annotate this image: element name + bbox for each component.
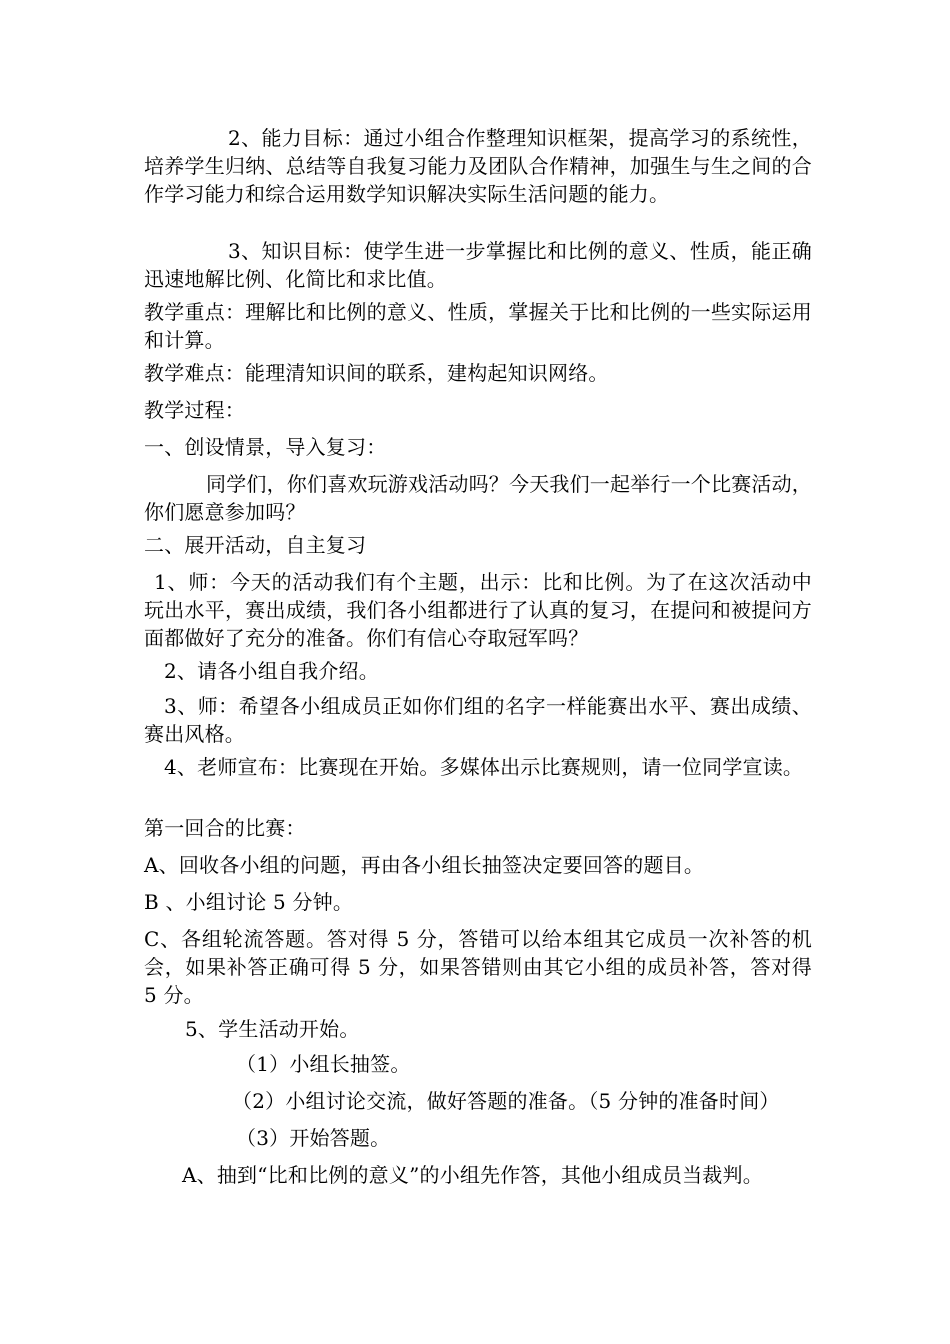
answer-item-a: A、抽到“比和比例的意义”的小组先作答，其他小组成员当裁判。: [182, 1163, 763, 1187]
sub-step-1: （1）小组长抽签。: [236, 1052, 411, 1076]
heading-round-one: 第一回合的比赛：: [144, 816, 306, 840]
heading-section-two: 二、展开活动，自主复习: [144, 533, 367, 557]
paragraph-ability-goal: 2、能力目标：通过小组合作整理知识框架，提高学习的系统性，培养学生归纳、总结等自我复习能力及团队合作精神，加强生与生之间的合作学习能力和综合运用数学知识解决实际生活问题的能力。: [144, 126, 812, 206]
sub-step-2: （2）小组讨论交流，做好答题的准备。（5 分钟的准备时间）: [232, 1089, 780, 1113]
paragraph-teaching-difficulty: 教学难点：能理清知识间的联系，建构起知识网络。: [144, 361, 609, 385]
paragraph-step-3: 3、师：希望各小组成员正如你们组的名字一样能赛出水平、赛出成绩、赛出风格。: [144, 694, 812, 746]
paragraph-step-5: 5、学生活动开始。: [185, 1017, 360, 1041]
heading-section-one: 一、创设情景，导入复习：: [144, 435, 387, 459]
rule-item-c: C、各组轮流答题。答对得 5 分，答错可以给本组其它成员一次补答的机会，如果补答正确可得 5 分，如果答错则由其它小组的成员补答，答对得 5 分。: [144, 927, 812, 1007]
paragraph-step-4: 4、老师宣布：比赛现在开始。多媒体出示比赛规则，请一位同学宣读。: [164, 755, 804, 779]
sub-step-3: （3）开始答题。: [236, 1126, 391, 1150]
rule-item-a: A、回收各小组的问题，再由各小组长抽签决定要回答的题目。: [144, 853, 705, 877]
paragraph-intro: 同学们，你们喜欢玩游戏活动吗？今天我们一起举行一个比赛活动，你们愿意参加吗？: [144, 472, 812, 524]
rule-item-b: B 、小组讨论 5 分钟。: [144, 890, 354, 914]
paragraph-step-2: 2、请各小组自我介绍。: [164, 659, 379, 683]
heading-teaching-process: 教学过程：: [144, 398, 245, 422]
paragraph-step-1: 1、师：今天的活动我们有个主题，出示：比和比例。为了在这次活动中玩出水平，赛出成绩，我们各小组都进行了认真的复习，在提问和被提问方面都做好了充分的准备。你们有信心夺取冠军吗？: [144, 570, 812, 650]
paragraph-knowledge-goal: 3、知识目标：使学生进一步掌握比和比例的意义、性质，能正确迅速地解比例、化简比和求比值。: [144, 239, 812, 291]
paragraph-teaching-focus: 教学重点：理解比和比例的意义、性质，掌握关于比和比例的一些实际运用和计算。: [144, 300, 812, 352]
